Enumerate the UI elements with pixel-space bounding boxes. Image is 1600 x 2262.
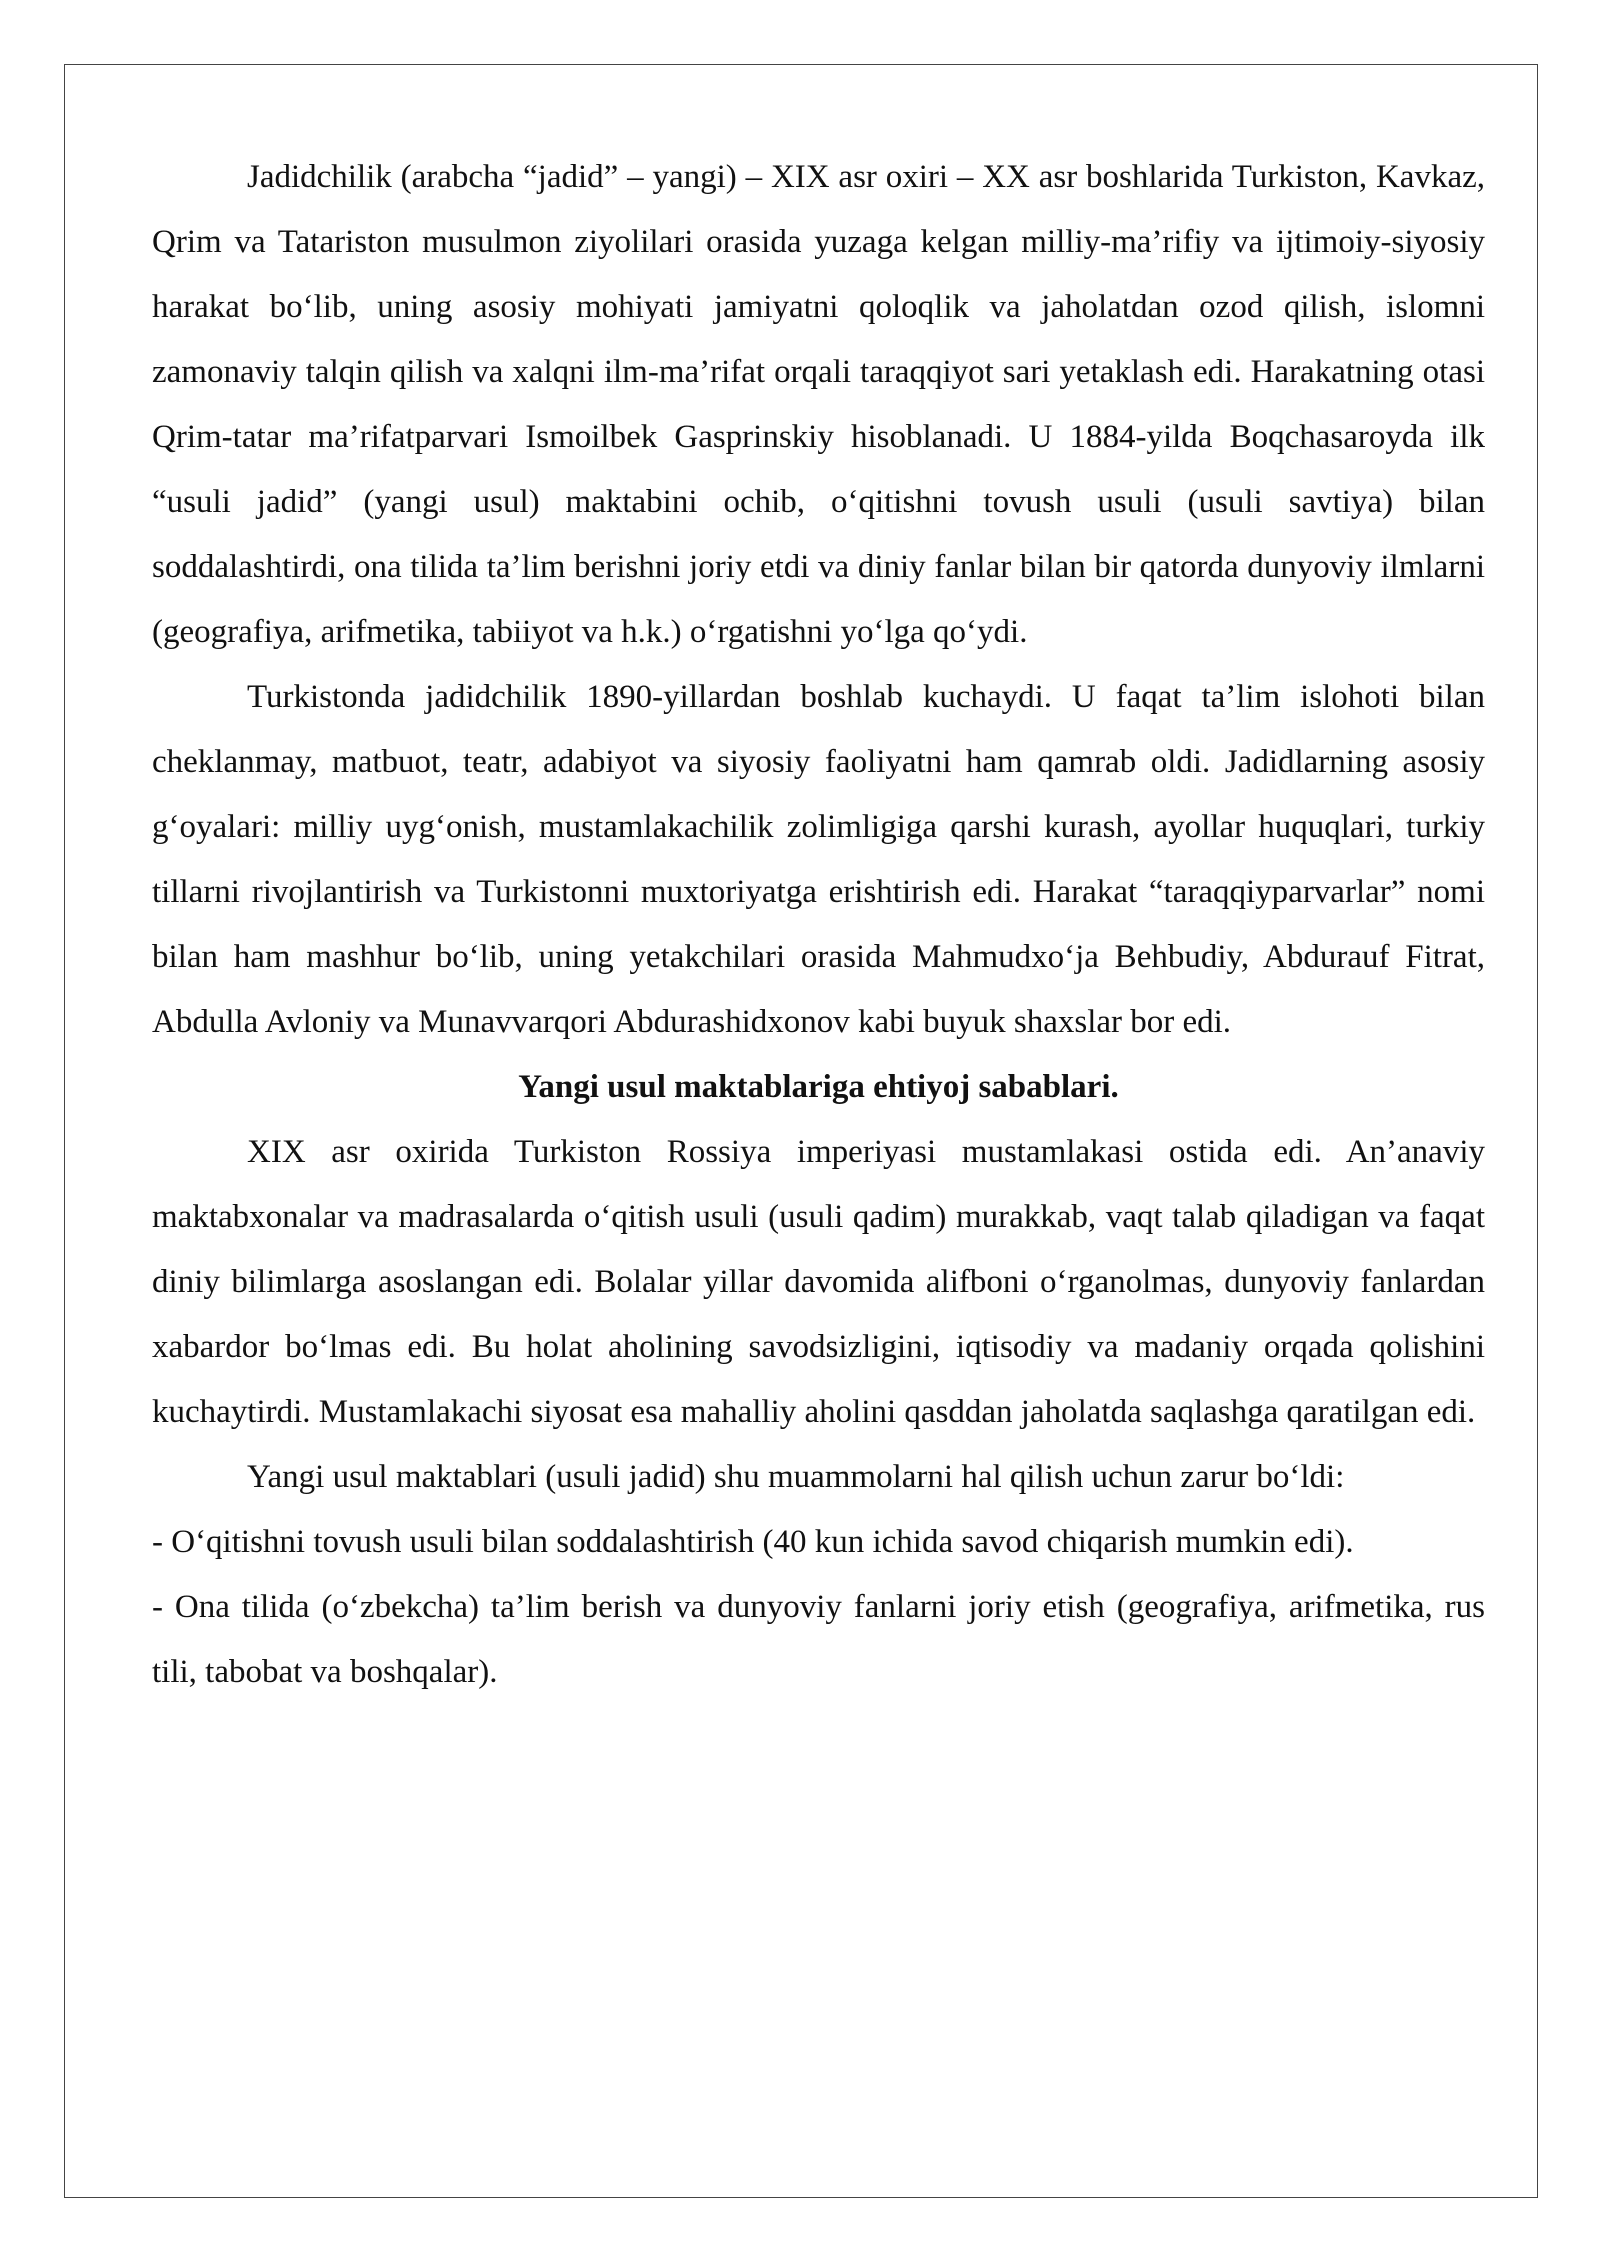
- paragraph-jadidchilik-intro: Jadidchilik (arabcha “jadid” – yangi) – XIX asr oxiri – XX asr boshlarida Turkiston, Kavkaz, Qrim va Tatariston musulmon ziyolilari orasida yuzaga kelgan milliy-ma’rifiy va ijtimoiy-siyosiy harakat bo‘lib, uning asosiy mohiyati jamiyatni qoloqlik va jaholatdan ozod qilish, islomni zamonaviy talqin qilish va xalqni ilm-ma’rifat orqali taraqqiyot sari yetaklash edi. Harakatning otasi Qrim-tatar ma’rifatparvari Ismoilbek Gasprinskiy hisoblanadi. U 1884-yilda Boqchasaroyda ilk “usuli jadid” (yangi usul) maktabini ochib, o‘qitishni tovush usuli (usuli savtiya) bilan soddalashtirdi, ona tilida ta’lim berishni joriy etdi va diniy fanlar bilan bir qatorda dunyoviy ilmlarni (geografiya, arifmetika, tabiiyot va h.k.) o‘rgatishni yo‘lga qo‘ydi.: [152, 159, 1485, 650]
- paragraph-yangi-usul-maktablari: Yangi usul maktablari (usuli jadid) shu muammolarni hal qilish uchun zarur bo‘ldi:: [247, 1459, 1345, 1495]
- section-heading: Yangi usul maktablariga ehtiyoj sabablari.: [518, 1069, 1119, 1105]
- document-body: [152, 145, 1485, 1705]
- paragraph-xix-asr-oxirida: XIX asr oxirida Turkiston Rossiya imperiyasi mustamlakasi ostida edi. An’anaviy maktabxonalar va madrasalarda o‘qitish usuli (usuli qadim) murakkab, vaqt talab qiladigan va faqat diniy bilimlarga asoslangan edi. Bolalar yillar davomida alifboni o‘rganolmas, dunyoviy fanlardan xabardor bo‘lmas edi. Bu holat aholining savodsizligini, iqtisodiy va madaniy orqada qolishini kuchaytirdi. Mustamlakachi siyosat esa mahalliy aholini qasddan jaholatda saqlashga qaratilgan edi.: [152, 1134, 1485, 1430]
- list-item: - O‘qitishni tovush usuli bilan soddalashtirish (40 kun ichida savod chiqarish mumkin edi).: [152, 1524, 1354, 1560]
- paragraph-turkistonda-jadidchilik: Turkistonda jadidchilik 1890-yillardan boshlab kuchaydi. U faqat ta’lim islohoti bilan cheklanmay, matbuot, teatr, adabiyot va siyosiy faoliyatni ham qamrab oldi. Jadidlarning asosiy g‘oyalari: milliy uyg‘onish, mustamlakachilik zolimligiga qarshi kurash, ayollar huquqlari, turkiy tillarni rivojlantirish va Turkistonni muxtoriyatga erishtirish edi. Harakat “taraqqiyparvarlar” nomi bilan ham mashhur bo‘lib, uning yetakchilari orasida Mahmudxo‘ja Behbudiy, Abdurauf Fitrat, Abdulla Avloniy va Munavvarqori Abdurashidxonov kabi buyuk shaxslar bor edi.: [152, 679, 1485, 1040]
- list-item: - Ona tilida (o‘zbekcha) ta’lim berish va dunyoviy fanlarni joriy etish (geografiya, arifmetika, rus tili, tabobat va boshqalar).: [152, 1589, 1485, 1690]
